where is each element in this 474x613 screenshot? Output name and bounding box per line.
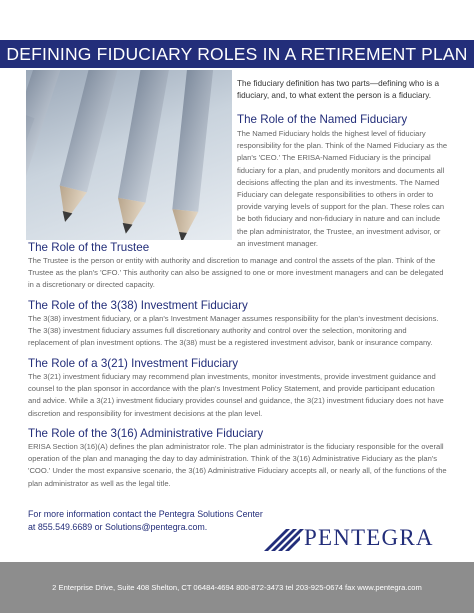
body-316-fiduciary: ERISA Section 3(16)(A) defines the plan administrator role. The plan administrator is the fiduciary responsible for the overall operation of the plan and managing the day to day administration. Think of the 3(16) Administrative Fiduciary as the plan's 'COO.' Under the most expansive scenario, the 3(16) Administrative Fiduciary accepts all, or nearly all, of the functions of the plan administrator as well as the legal title.	[28, 442, 447, 488]
body-338-fiduciary: The 3(38) investment fiduciary, or a plan's Investment Manager assumes responsibility for the plan's investment decisions. The 3(38) investment fiduciary assumes full discretionary authority and control over the selection, monitoring and replacement of plan investment options. The 3(38) must be a registered investment advisor, bank or insurance company.	[28, 314, 439, 348]
heading-trustee: The Role of the Trustee	[28, 241, 150, 254]
footer-bar	[0, 562, 474, 613]
pentegra-logo	[264, 524, 450, 552]
contact-line-2[interactable]: at 855.549.6689 or Solutions@pentegra.com.	[28, 522, 208, 532]
heading-321-fiduciary: The Role of a 3(21) Investment Fiduciary	[28, 357, 239, 370]
body-named-fiduciary: The Named Fiduciary holds the highest level of fiduciary responsibility for the plan. Think of the Named Fiduciary as the plan's 'CEO.' The ERISA-Named Fiduciary is the principal fiduciary for a plan, and prudently monitors and documents all decisions affecting the plan and its investments. The Named Fiduciary can delegate responsibilities to others in order to provide varying levels of support for the plan. These roles can be both fiduciary and non-fiduciary in nature and can include the plan administrator, the Trustee, an investment advisor, or an investment manager.	[237, 129, 448, 248]
heading-316-fiduciary: The Role of the 3(16) Administrative Fiduciary	[28, 427, 264, 440]
pencils-illustration	[26, 70, 232, 240]
contact-line-1: For more information contact the Pentegra Solutions Center	[28, 509, 263, 519]
logo-mark-icon	[264, 524, 304, 552]
footer-address: 2 Enterprise Drive, Suite 408 Shelton, CT 06484-4694 800-872-3473 tel 203-925-0674 fax www.pentegra.com	[52, 583, 422, 592]
page-title: DEFINING FIDUCIARY ROLES IN A RETIREMENT PLAN	[6, 43, 468, 64]
logo-wordmark: PENTEGRA	[304, 525, 434, 550]
body-321-fiduciary: The 3(21) investment fiduciary may recommend plan investments, monitor investments, provide investment guidance and counsel to the plan sponsor in accordance with the plan's Investment Policy Statement, and provide participant education and advice. While a 3(21) investment fiduciary provides counsel and guidance, the 3(21) investment fiduciary does not have discretion and responsibility for investment decisions at the plan level.	[28, 372, 444, 418]
body-trustee: The Trustee is the person or entity with authority and discretion to manage and control the assets of the plan. Think of the Trustee as the plan's 'CFO.' This authority can also be assigned to one or more investment managers and can be delegated in a discretionary or directed capacity.	[28, 256, 444, 290]
contact-info	[28, 508, 278, 534]
title-banner	[0, 40, 474, 68]
intro-text: The fiduciary definition has two parts—defining who is a fiduciary, and, to what extent the person is a fiduciary.	[237, 79, 440, 101]
heading-338-fiduciary: The Role of the 3(38) Investment Fiduciary	[28, 299, 248, 312]
pencils-photo	[26, 70, 232, 240]
heading-named-fiduciary: The Role of the Named Fiduciary	[237, 113, 408, 126]
